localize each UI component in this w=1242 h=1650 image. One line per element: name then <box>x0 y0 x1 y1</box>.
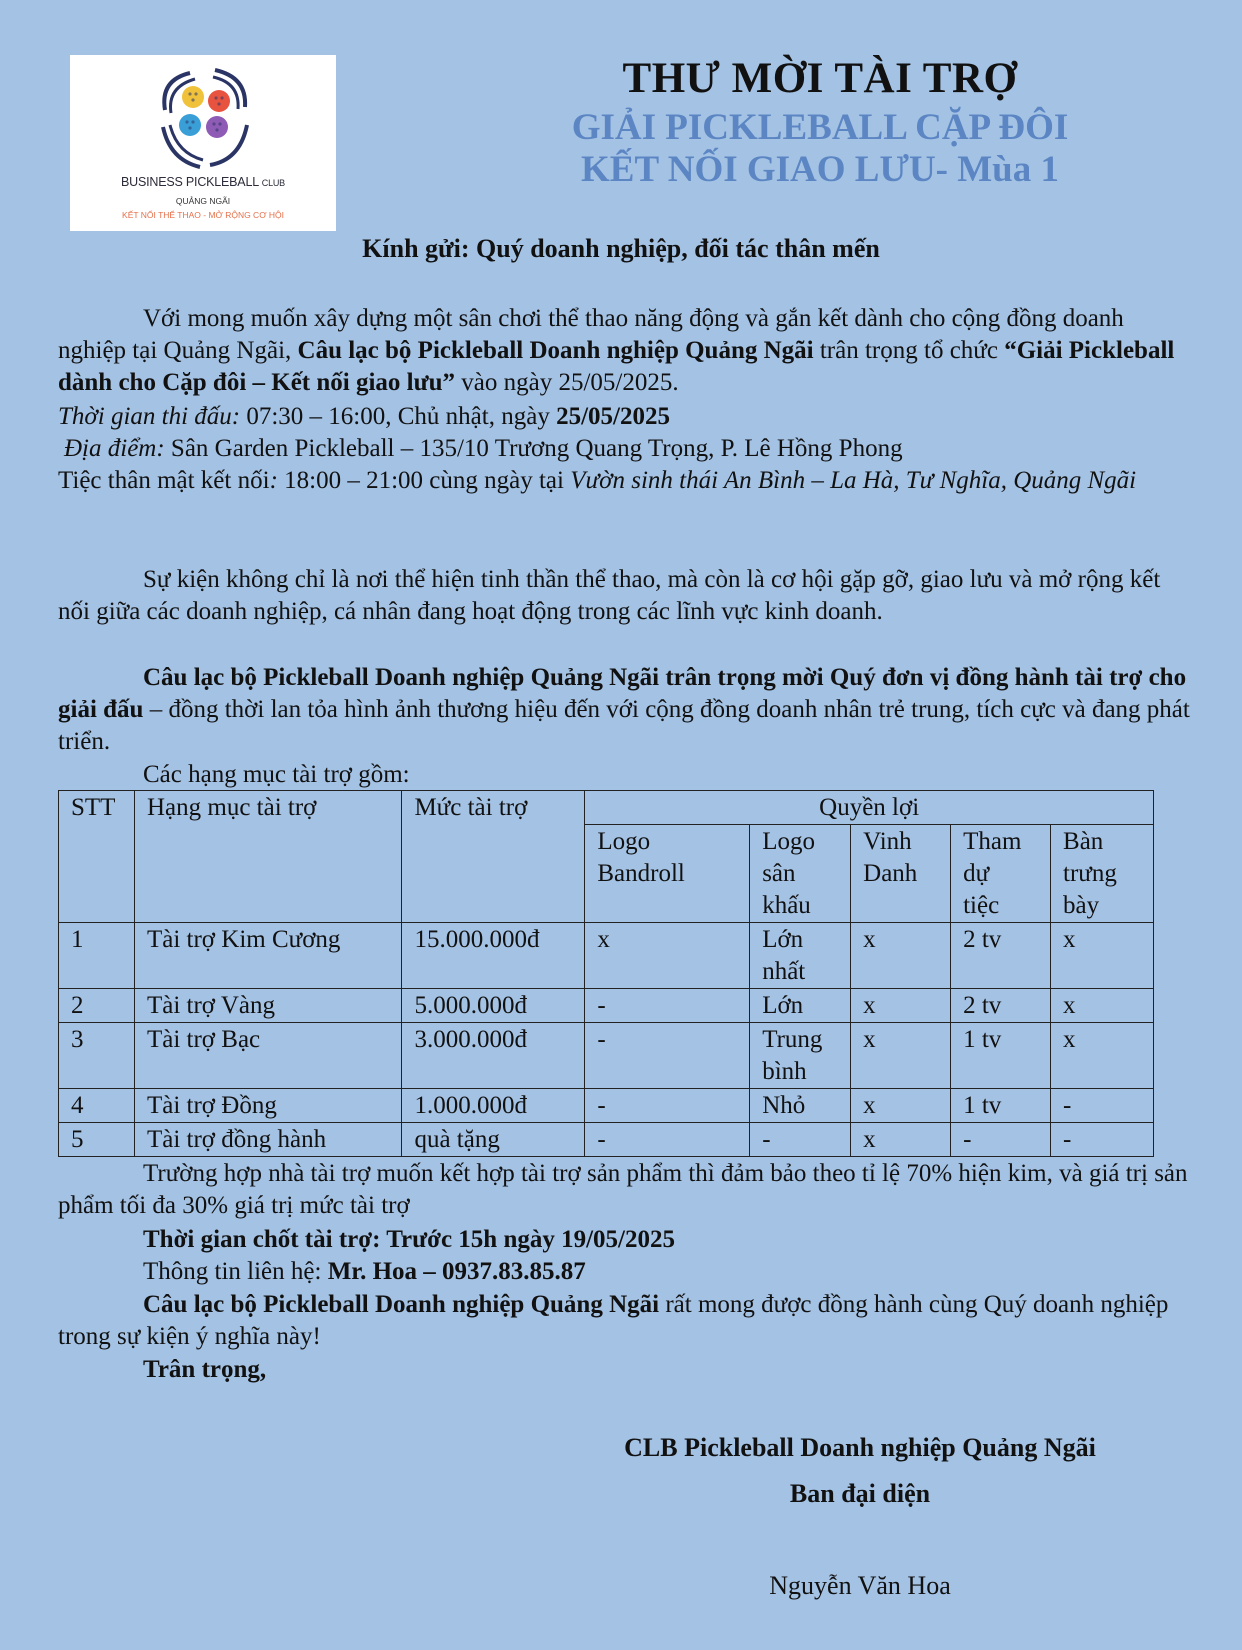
cell-party: - <box>951 1123 1051 1157</box>
detail-venue: Địa điểm: Sân Garden Pickleball – 135/10 Trương Quang Trọng, P. Lê Hồng Phong <box>64 435 903 462</box>
cell-honor: x <box>851 923 951 989</box>
cell-amount: 15.000.000đ <box>402 923 585 989</box>
signature-name: Nguyễn Văn Hoa <box>769 1571 951 1600</box>
cell-party: 2 tv <box>951 989 1051 1023</box>
header-logo-stage: Logo sân khấu <box>750 825 851 923</box>
event-title-line-1: GIẢI PICKLEBALL CẶP ĐÔI <box>571 107 1069 148</box>
header-honor: Vinh Danh <box>851 825 951 923</box>
cell-amount: quà tặng <box>402 1123 585 1157</box>
cell-stt: 3 <box>59 1023 135 1089</box>
cell-honor: x <box>851 989 951 1023</box>
signature-role: Ban đại diện <box>789 1479 931 1508</box>
event-description: Sự kiện không chỉ là nơi thể hiện tinh thần thể thao, mà còn là cơ hội gặp gỡ, giao lưu và mở rộng kết nối giữa các doanh nghiệp, cá nhân đang hoạt động trong các lĩnh vực kinh doanh. <box>58 566 1161 625</box>
header-booth: Bàn trưng bày <box>1051 825 1154 923</box>
cell-stage: Lớn nhất <box>750 923 851 989</box>
cell-stt: 1 <box>59 923 135 989</box>
cell-honor: x <box>851 1089 951 1123</box>
cell-stage: - <box>750 1123 851 1157</box>
cell-category: Tài trợ đồng hành <box>134 1123 401 1157</box>
pickleball-hands-icon <box>155 65 255 173</box>
table-row <box>59 989 1154 1023</box>
table-row <box>59 1123 1154 1157</box>
cell-stage: Nhỏ <box>750 1089 851 1123</box>
product-sponsor-note: Trường hợp nhà tài trợ muốn kết hợp tài trợ sản phẩm thì đảm bảo theo tỉ lệ 70% hiện kim, và giá trị sản phẩm tối đa 30% giá trị mức tài trợ <box>58 1160 1188 1219</box>
cell-booth: - <box>1051 1089 1154 1123</box>
cell-booth: x <box>1051 1023 1154 1089</box>
table-row <box>59 1089 1154 1123</box>
cell-honor: x <box>851 1023 951 1089</box>
cell-party: 2 tv <box>951 923 1051 989</box>
header-category: Hạng mục tài trợ <box>134 791 401 923</box>
cell-amount: 5.000.000đ <box>402 989 585 1023</box>
logo-name: BUSINESS PICKLEBALL CLUB <box>121 175 285 189</box>
cell-honor: x <box>851 1123 951 1157</box>
cell-category: Tài trợ Vàng <box>134 989 401 1023</box>
logo-city: QUẢNG NGÃI <box>175 196 231 206</box>
cell-booth: - <box>1051 1123 1154 1157</box>
cell-category: Tài trợ Bạc <box>134 1023 401 1089</box>
cell-booth: x <box>1051 923 1154 989</box>
invitation-paragraph: Câu lạc bộ Pickleball Doanh nghiệp Quảng Ngãi trân trọng mời Quý đơn vị đồng hành tài trợ cho giải đấu – đồng thời lan tỏa hình ảnh thương hiệu đến với cộng đồng doanh nhân trẻ trung, tích cực và đang phát triển. <box>58 664 1190 755</box>
cell-bandroll: - <box>585 1123 750 1157</box>
cell-stage: Lớn <box>750 989 851 1023</box>
header-benefits: Quyền lợi <box>585 791 1154 825</box>
cell-bandroll: - <box>585 1023 750 1089</box>
closing-paragraph: Câu lạc bộ Pickleball Doanh nghiệp Quảng Ngãi rất mong được đồng hành cùng Quý doanh nghiệp trong sự kiện ý nghĩa này! <box>58 1291 1169 1350</box>
table-header-row <box>59 791 1154 825</box>
cell-bandroll: - <box>585 1089 750 1123</box>
contact-info: Thông tin liên hệ: Mr. Hoa – 0937.83.85.87 <box>143 1258 586 1285</box>
intro-paragraph: Với mong muốn xây dựng một sân chơi thể thao năng động và gắn kết dành cho cộng đồng doanh nghiệp tại Quảng Ngãi, Câu lạc bộ Pickleball Doanh nghiệp Quảng Ngãi trân trọng tổ chức “Giải Pickleball dành cho Cặp đôi – Kết nối giao lưu” vào ngày 25/05/2025. <box>58 305 1175 396</box>
event-title-line-2: KẾT NỐI GIAO LƯU- Mùa 1 <box>581 149 1059 190</box>
cell-amount: 3.000.000đ <box>402 1023 585 1089</box>
cell-stt: 4 <box>59 1089 135 1123</box>
detail-time: Thời gian thi đấu: 07:30 – 16:00, Chủ nhật, ngày 25/05/2025 <box>58 403 670 430</box>
cell-party: 1 tv <box>951 1089 1051 1123</box>
cell-stage: Trung bình <box>750 1023 851 1089</box>
club-logo <box>70 55 336 231</box>
detail-party: Tiệc thân mật kết nối: 18:00 – 21:00 cùng ngày tại Vườn sinh thái An Bình – La Hà, Tư Nghĩa, Quảng Ngãi <box>58 467 1137 494</box>
cell-category: Tài trợ Đồng <box>134 1089 401 1123</box>
cell-category: Tài trợ Kim Cương <box>134 923 401 989</box>
sponsor-deadline: Thời gian chốt tài trợ: Trước 15h ngày 19/05/2025 <box>143 1226 676 1253</box>
letter-title: THƯ MỜI TÀI TRỢ <box>622 55 1018 102</box>
header-stt: STT <box>59 791 135 923</box>
sponsorship-table <box>58 790 1154 1157</box>
regards: Trân trọng, <box>143 1356 267 1383</box>
signature-org: CLB Pickleball Doanh nghiệp Quảng Ngãi <box>624 1433 1096 1462</box>
cell-party: 1 tv <box>951 1023 1051 1089</box>
header-party: Tham dự tiệc <box>951 825 1051 923</box>
table-intro: Các hạng mục tài trợ gồm: <box>143 761 410 788</box>
cell-amount: 1.000.000đ <box>402 1089 585 1123</box>
header-amount: Mức tài trợ <box>402 791 585 923</box>
greeting: Kính gửi: Quý doanh nghiệp, đối tác thân mến <box>362 234 880 263</box>
cell-bandroll: x <box>585 923 750 989</box>
cell-bandroll: - <box>585 989 750 1023</box>
table-row <box>59 923 1154 989</box>
header-logo-bandroll: Logo Bandroll <box>585 825 750 923</box>
cell-stt: 5 <box>59 1123 135 1157</box>
cell-booth: x <box>1051 989 1154 1023</box>
logo-slogan: KẾT NỐI THỂ THAO - MỞ RỘNG CƠ HỘI <box>122 210 284 220</box>
table-row <box>59 1023 1154 1089</box>
cell-stt: 2 <box>59 989 135 1023</box>
